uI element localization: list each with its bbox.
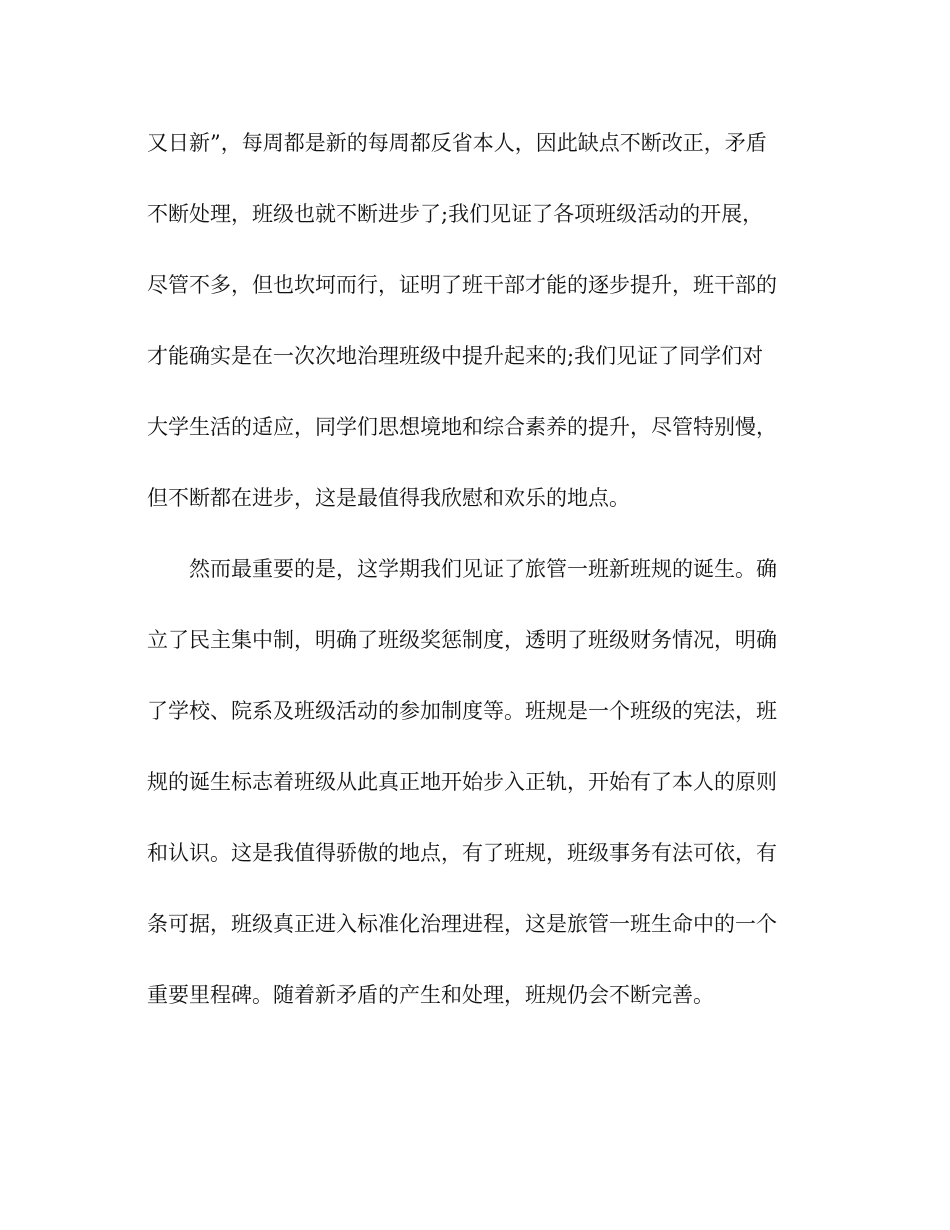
paragraph-1 — [147, 120, 807, 546]
paragraph-line: 和认识。这是我值得骄傲的地点，有了班规，班级事务有法可依，有 — [147, 841, 777, 865]
paragraph-line: 但不断都在进步，这是最值得我欣慰和欢乐的地点。 — [147, 486, 630, 510]
paragraph-line: 才能确实是在一次次地治理班级中提升起来的;我们见证了同学们对 — [147, 344, 764, 368]
paragraph-line: 大学生活的适应，同学们思想境地和综合素养的提升，尽管特别慢， — [147, 415, 777, 439]
paragraph-line: 尽管不多，但也坎坷而行，证明了班干部才能的逐步提升，班干部的 — [147, 273, 777, 297]
paragraph-line: 又日新”，每周都是新的每周都反省本人，因此缺点不断改正，矛盾 — [147, 131, 767, 155]
paragraph-line: 条可据，班级真正进入标准化治理进程，这是旅管一班生命中的一个 — [147, 912, 777, 936]
paragraph-line: 不断处理，班级也就不断进步了;我们见证了各项班级活动的开展， — [147, 202, 764, 226]
paragraph-2 — [147, 546, 807, 1043]
paragraph-first-line: 然而最重要的是，这学期我们见证了旅管一班新班规的诞生。确 — [189, 557, 777, 581]
paragraph-line: 了学校、院系及班级活动的参加制度等。班规是一个班级的宪法，班 — [147, 699, 777, 723]
paragraph-line: 立了民主集中制，明确了班级奖惩制度，透明了班级财务情况，明确 — [147, 628, 777, 652]
paragraph-line: 规的诞生标志着班级从此真正地开始步入正轨，开始有了本人的原则 — [147, 770, 777, 794]
body-text — [147, 120, 807, 1043]
paragraph-line: 重要里程碑。随着新矛盾的产生和处理，班规仍会不断完善。 — [147, 983, 714, 1007]
